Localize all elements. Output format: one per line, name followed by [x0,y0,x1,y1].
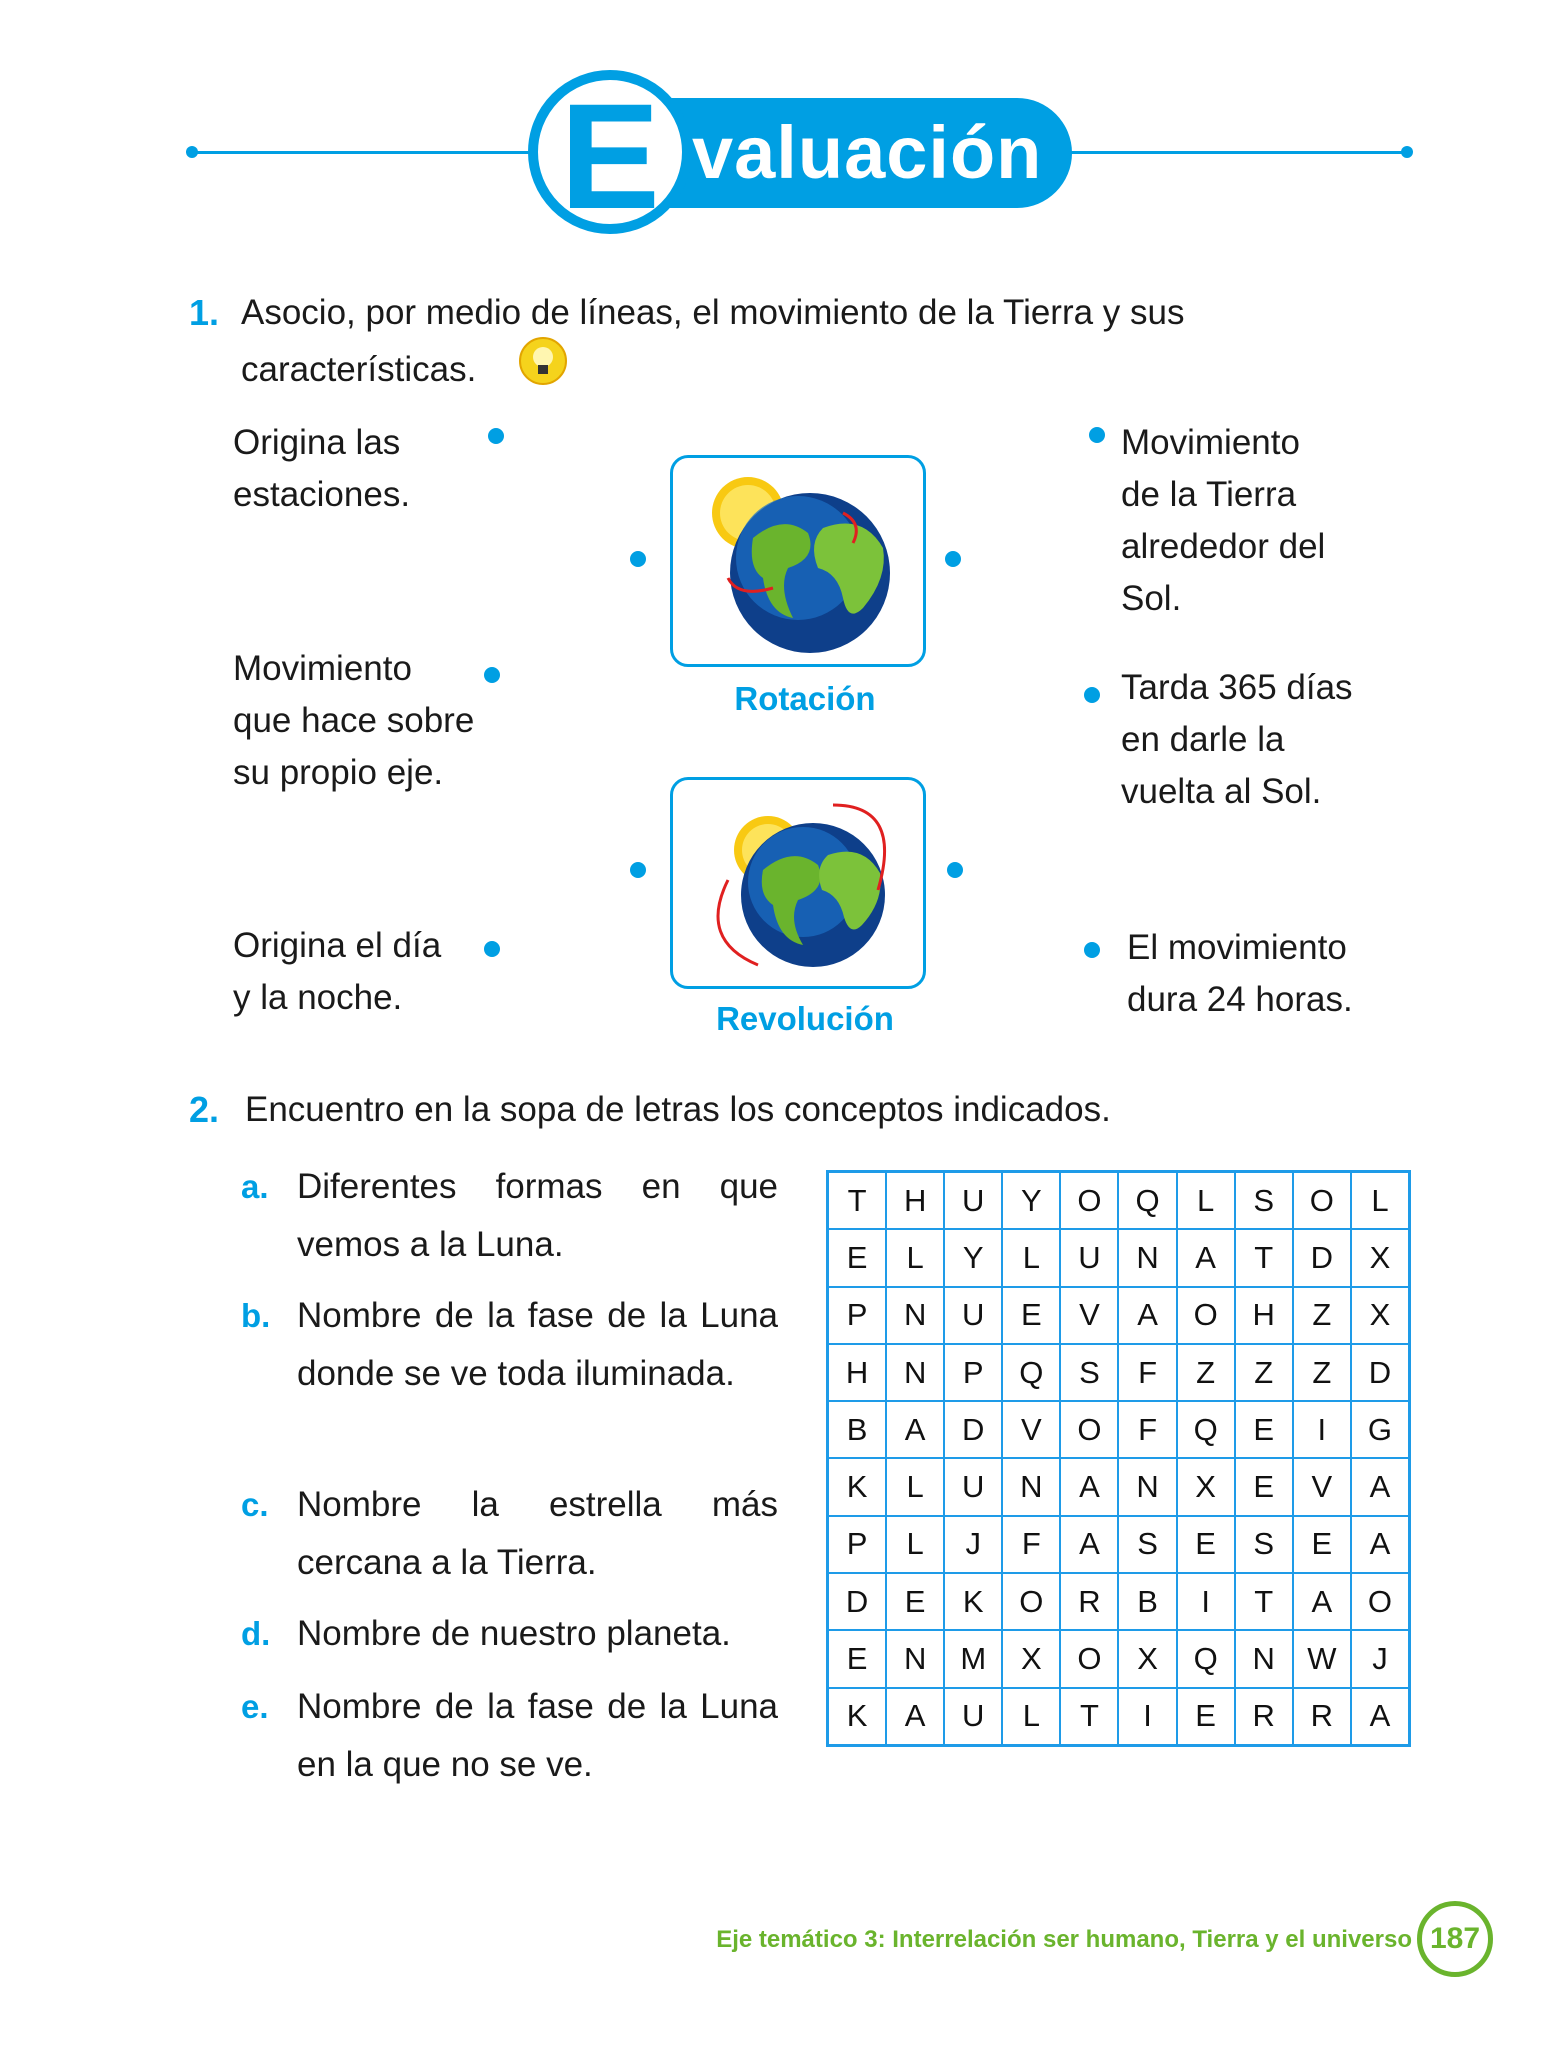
grid-cell[interactable]: A [1351,1516,1409,1573]
grid-cell[interactable]: I [1293,1401,1351,1458]
grid-cell[interactable]: V [1060,1287,1118,1344]
grid-cell[interactable]: A [1351,1688,1409,1745]
grid-cell[interactable]: R [1060,1573,1118,1630]
rotation-image [670,455,926,667]
grid-cell[interactable]: K [828,1458,886,1515]
grid-cell[interactable]: A [1177,1229,1235,1286]
grid-cell[interactable]: L [1002,1688,1060,1745]
grid-cell[interactable]: U [944,1172,1002,1229]
grid-cell[interactable]: L [886,1458,944,1515]
grid-cell[interactable]: R [1293,1688,1351,1745]
grid-cell[interactable]: X [1177,1458,1235,1515]
grid-cell[interactable]: A [1351,1458,1409,1515]
grid-cell[interactable]: A [1060,1516,1118,1573]
grid-cell[interactable]: N [886,1630,944,1687]
header-dot-left [186,146,198,158]
q2-instruction: Encuentro en la sopa de letras los conceptos indicados. [245,1090,1111,1129]
grid-cell[interactable]: O [1002,1573,1060,1630]
grid-cell[interactable]: R [1235,1688,1293,1745]
grid-cell[interactable]: L [1177,1172,1235,1229]
grid-cell[interactable]: O [1293,1172,1351,1229]
grid-cell[interactable]: D [1293,1229,1351,1286]
right-item-1: Movimiento de la Tierra alrededor del Sol. [1121,423,1326,618]
grid-cell[interactable]: Z [1293,1344,1351,1401]
grid-cell[interactable]: L [886,1516,944,1573]
grid-cell[interactable]: F [1118,1344,1176,1401]
grid-cell[interactable]: Z [1293,1287,1351,1344]
grid-cell[interactable]: S [1118,1516,1176,1573]
left-item-2: Movimiento que hace sobre su propio eje. [233,649,475,792]
q2-item-b: b. Nombre de la fase de la Luna donde se ve toda iluminada. [241,1296,778,1393]
grid-cell[interactable]: L [1002,1229,1060,1286]
grid-cell[interactable]: A [1293,1573,1351,1630]
connect-dot-revolution-right[interactable] [947,862,963,878]
connect-dot-left-3[interactable] [484,941,500,957]
header-initial: E [559,72,661,240]
q2-item-a: a. Diferentes formas en que vemos a la Luna. [241,1167,778,1264]
q2-item-c: c. Nombre la estrella más cercana a la Tierra. [241,1485,778,1582]
header-initial-circle [528,70,692,240]
grid-cell[interactable]: E [1002,1287,1060,1344]
q2-item-e: e. Nombre de la fase de la Luna en la que no se ve. [241,1687,778,1784]
grid-cell[interactable]: K [944,1573,1002,1630]
grid-cell[interactable]: E [1177,1516,1235,1573]
grid-cell[interactable]: O [1060,1172,1118,1229]
header-dot-right [1401,146,1413,158]
grid-cell[interactable]: H [1235,1287,1293,1344]
grid-cell[interactable]: E [1293,1516,1351,1573]
rotating-earth-icon [673,458,923,664]
grid-cell[interactable]: L [1351,1172,1409,1229]
grid-cell[interactable]: B [1118,1573,1176,1630]
grid-cell[interactable]: Q [1177,1630,1235,1687]
grid-cell[interactable]: P [944,1344,1002,1401]
grid-cell[interactable]: O [1060,1401,1118,1458]
revolving-earth-icon [673,780,923,986]
grid-cell[interactable]: X [1118,1630,1176,1687]
grid-cell[interactable]: E [886,1573,944,1630]
grid-cell[interactable]: J [1351,1630,1409,1687]
grid-cell[interactable]: Q [1177,1401,1235,1458]
grid-cell[interactable]: Z [1177,1344,1235,1401]
grid-cell[interactable]: E [1235,1401,1293,1458]
grid-cell[interactable]: X [1351,1229,1409,1286]
right-item-2: Tarda 365 días en darle la vuelta al Sol. [1121,668,1353,811]
q2-item-d: d. Nombre de nuestro planeta. [241,1614,731,1653]
grid-cell[interactable]: N [1118,1458,1176,1515]
grid-cell[interactable]: W [1293,1630,1351,1687]
grid-cell[interactable]: H [828,1344,886,1401]
grid-cell[interactable]: A [886,1688,944,1745]
grid-cell[interactable]: D [828,1573,886,1630]
grid-cell[interactable]: L [886,1229,944,1286]
header-line-left [192,151,532,154]
revolution-image [670,777,926,989]
q2-number: 2. [189,1089,220,1130]
connect-dot-right-1[interactable] [1089,427,1105,443]
footer-axis-text: Eje temático 3: Interrelación ser humano, Tierra y el universo [716,1926,1412,1953]
grid-cell[interactable]: X [1002,1630,1060,1687]
grid-cell[interactable]: V [1293,1458,1351,1515]
grid-cell[interactable]: D [944,1401,1002,1458]
grid-cell[interactable]: I [1177,1573,1235,1630]
grid-cell[interactable]: P [828,1287,886,1344]
grid-cell[interactable]: Y [1002,1172,1060,1229]
grid-cell[interactable]: Q [1002,1344,1060,1401]
grid-cell[interactable]: T [828,1172,886,1229]
grid-cell[interactable]: T [1235,1229,1293,1286]
grid-cell[interactable]: S [1060,1344,1118,1401]
q1-instruction-line2: características. [241,350,477,389]
grid-cell[interactable]: N [886,1287,944,1344]
q1-instruction-line1: Asocio, por medio de líneas, el movimiento de la Tierra y sus [241,293,1185,332]
word-search-grid[interactable] [826,1170,1411,1747]
right-item-3: El movimiento dura 24 horas. [1127,928,1353,1019]
connect-dot-rotation-right[interactable] [945,551,961,567]
connect-dot-right-3[interactable] [1084,942,1100,958]
grid-cell[interactable]: O [1177,1287,1235,1344]
lightbulb-icon [518,336,568,386]
grid-cell[interactable]: U [944,1688,1002,1745]
grid-cell[interactable]: J [944,1516,1002,1573]
revolution-label: Revolución [716,1000,894,1037]
grid-cell[interactable]: O [1060,1630,1118,1687]
grid-cell[interactable]: O [1351,1573,1409,1630]
grid-cell[interactable]: E [1177,1688,1235,1745]
grid-cell[interactable]: T [1235,1573,1293,1630]
page-number: 187 [1417,1901,1493,1977]
grid-cell[interactable]: Z [1235,1344,1293,1401]
connect-dot-right-2[interactable] [1084,687,1100,703]
grid-cell[interactable]: Y [944,1229,1002,1286]
grid-cell[interactable]: U [1060,1229,1118,1286]
grid-cell[interactable]: E [1235,1458,1293,1515]
header-line-right [1070,151,1407,154]
grid-cell[interactable]: N [886,1344,944,1401]
grid-cell[interactable]: N [1118,1229,1176,1286]
grid-cell[interactable]: E [828,1630,886,1687]
connect-dot-left-2[interactable] [484,667,500,683]
grid-cell[interactable]: S [1235,1516,1293,1573]
grid-cell[interactable]: U [944,1287,1002,1344]
grid-cell[interactable]: I [1118,1688,1176,1745]
grid-cell[interactable]: D [1351,1344,1409,1401]
grid-cell[interactable]: A [1118,1287,1176,1344]
grid-cell[interactable]: F [1118,1401,1176,1458]
grid-cell[interactable]: E [828,1229,886,1286]
grid-cell[interactable]: M [944,1630,1002,1687]
connect-dot-revolution-left[interactable] [630,862,646,878]
q1-number: 1. [189,292,220,333]
grid-cell[interactable]: T [1060,1688,1118,1745]
grid-cell[interactable]: F [1002,1516,1060,1573]
grid-cell[interactable]: A [886,1401,944,1458]
left-item-1: Origina las estaciones. [233,423,411,514]
grid-cell[interactable]: U [944,1458,1002,1515]
grid-cell[interactable]: K [828,1688,886,1745]
grid-cell[interactable]: G [1351,1401,1409,1458]
grid-cell[interactable]: H [886,1172,944,1229]
grid-cell[interactable]: N [1002,1458,1060,1515]
rotation-label: Rotación [734,680,876,717]
grid-cell[interactable]: A [1060,1458,1118,1515]
header-title: valuación [692,111,1043,194]
grid-cell[interactable]: N [1235,1630,1293,1687]
left-item-3: Origina el día y la noche. [233,926,442,1017]
connect-dot-rotation-left[interactable] [630,551,646,567]
grid-cell[interactable]: Q [1118,1172,1176,1229]
grid-cell[interactable]: B [828,1401,886,1458]
grid-cell[interactable]: P [828,1516,886,1573]
grid-cell[interactable]: V [1002,1401,1060,1458]
grid-cell[interactable]: S [1235,1172,1293,1229]
connect-dot-left-1[interactable] [488,428,504,444]
grid-cell[interactable]: X [1351,1287,1409,1344]
